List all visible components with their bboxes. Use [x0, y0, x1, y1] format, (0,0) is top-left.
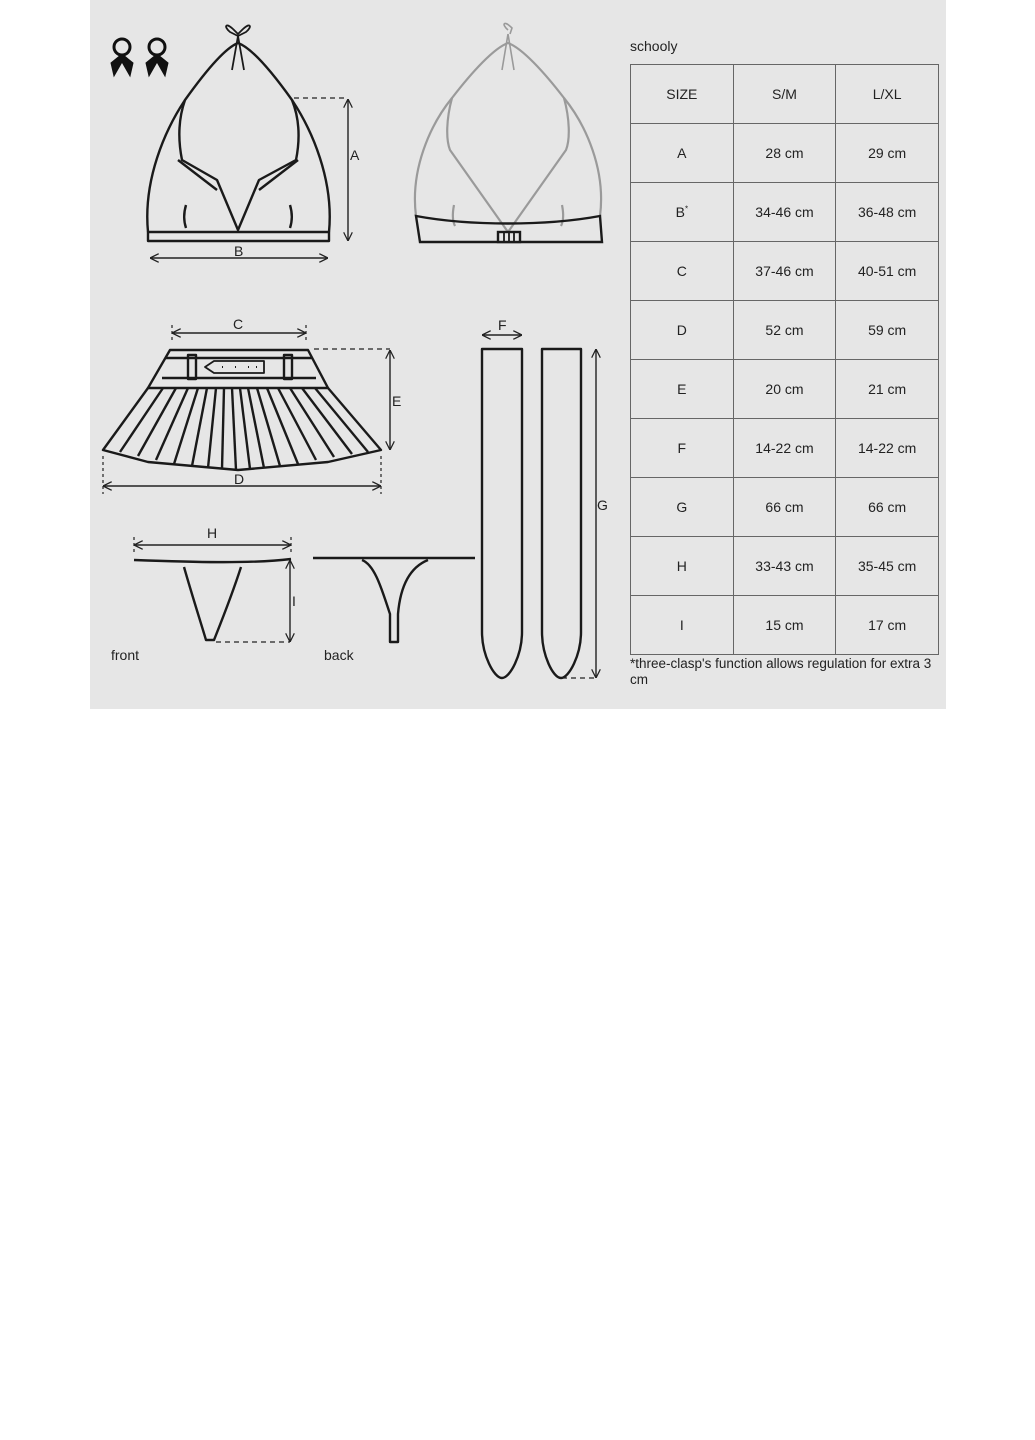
bow-icon [146, 39, 168, 76]
dimension-h-label: H [207, 525, 218, 541]
dimension-g-label: G [597, 497, 608, 513]
table-row [631, 301, 939, 360]
sm-cell: 33-43 cm [733, 537, 836, 596]
table-row [631, 183, 939, 242]
table-row [631, 360, 939, 419]
lxl-cell: 17 cm [836, 596, 939, 655]
table-row [631, 242, 939, 301]
dimension-c-label: C [233, 316, 244, 332]
thong-back-drawing [313, 558, 475, 642]
size-cell: H [631, 537, 734, 596]
footnote: *three-clasp's function allows regulation for extra 3 cm [630, 656, 932, 687]
lxl-cell: 59 cm [836, 301, 939, 360]
sm-cell: 20 cm [733, 360, 836, 419]
thong-front-drawing [134, 559, 291, 640]
lxl-cell: 29 cm [836, 124, 939, 183]
size-cell: I [631, 596, 734, 655]
lxl-cell: 21 cm [836, 360, 939, 419]
size-cell: C [631, 242, 734, 301]
skirt-drawing [103, 350, 381, 470]
dimension-i-label: I [292, 593, 296, 609]
size-cell: D [631, 301, 734, 360]
bow-icon [111, 39, 133, 76]
size-letter: B [675, 204, 685, 220]
dimension-b-label: B [234, 243, 244, 259]
sm-cell: 66 cm [733, 478, 836, 537]
stocking-left-drawing [482, 349, 522, 678]
size-cell: E [631, 360, 734, 419]
lxl-cell: 14-22 cm [836, 419, 939, 478]
size-cell [631, 183, 734, 242]
table-header-cell: SIZE [631, 65, 734, 124]
table-row [631, 596, 939, 655]
product-name: schooly [630, 38, 678, 54]
sm-cell: 28 cm [733, 124, 836, 183]
table-row [631, 419, 939, 478]
table-header-cell: S/M [733, 65, 836, 124]
sm-cell: 15 cm [733, 596, 836, 655]
caption-front: front [111, 647, 140, 663]
size-chart-panel [90, 0, 946, 709]
sm-cell: 34-46 cm [733, 183, 836, 242]
size-table [630, 64, 939, 655]
dimension-e-label: E [392, 393, 402, 409]
size-cell: G [631, 478, 734, 537]
lxl-cell: 66 cm [836, 478, 939, 537]
footnote-mark: * [684, 204, 689, 214]
sm-cell: 37-46 cm [733, 242, 836, 301]
dimension-f-label: F [498, 317, 507, 333]
table-row [631, 537, 939, 596]
size-cell: F [631, 419, 734, 478]
lxl-cell: 40-51 cm [836, 242, 939, 301]
bra-back-drawing [415, 24, 601, 232]
table-header-row [631, 65, 939, 124]
dimension-a-label: A [350, 147, 360, 163]
table-row [631, 124, 939, 183]
table-row [631, 478, 939, 537]
sm-cell: 14-22 cm [733, 419, 836, 478]
table-header-cell: L/XL [836, 65, 939, 124]
caption-back: back [324, 647, 354, 663]
size-cell: A [631, 124, 734, 183]
dimension-d-label: D [234, 471, 245, 487]
lxl-cell: 35-45 cm [836, 537, 939, 596]
bra-front-drawing [147, 26, 329, 241]
stocking-right-drawing [542, 349, 581, 678]
sm-cell: 52 cm [733, 301, 836, 360]
lxl-cell: 36-48 cm [836, 183, 939, 242]
